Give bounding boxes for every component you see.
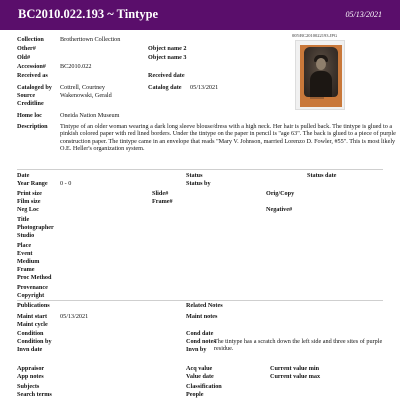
photographer-label: Photographer bbox=[17, 224, 54, 231]
description-value: Tintype of an older woman wearing a dark long sleeve blouse/dress with a high neck. Her hair is pulled back. The tintype is glued to a pinkish colored paper with red lined borders. Under the tintype on the paper in pencil is "age 63". The back is glued to a piece of purple construction paper. The tintype came in an envelope that reads "Mary V. Johnson, married Lorenzo D. Fowler, #55". This is most likely O.E. Heller's organization system. bbox=[60, 123, 396, 153]
catalog-date-label: Catalog date bbox=[148, 84, 182, 91]
tintype-photo bbox=[295, 40, 345, 110]
place-label: Place bbox=[17, 242, 32, 249]
provenance-label: Provenance bbox=[17, 284, 48, 291]
medium-label: Medium bbox=[17, 258, 40, 265]
people-label: People bbox=[186, 391, 204, 398]
cond-notes-value: The tintype has a scratch down the left side and three sites of purple residue. bbox=[214, 338, 383, 353]
maint-start-value: 05/13/2021 bbox=[60, 313, 89, 320]
orig-copy-label: Orig/Copy bbox=[266, 190, 295, 197]
condition-by-label: Condition by bbox=[17, 338, 52, 345]
cond-date-label: Cond date bbox=[186, 330, 214, 337]
invn-date-label: Invn date bbox=[17, 346, 43, 353]
publications-label: Publications bbox=[17, 302, 50, 309]
title-label: Title bbox=[17, 216, 30, 223]
status-by-label: Status by bbox=[186, 180, 211, 187]
record-header bbox=[0, 0, 400, 30]
copyright-label: Copyright bbox=[17, 292, 45, 299]
description-label: Description bbox=[17, 123, 48, 130]
date-label: Date bbox=[17, 172, 30, 179]
event-label: Event bbox=[17, 250, 33, 257]
source-value: Wakenowski, Gerald bbox=[60, 92, 112, 99]
cataloged-by-value: Cottrell, Courtney bbox=[60, 84, 106, 91]
status-date-label: Status date bbox=[307, 172, 337, 179]
slide-number-label: Slide# bbox=[152, 190, 169, 197]
divider bbox=[17, 169, 383, 170]
year-range-label: Year Range bbox=[17, 180, 48, 187]
condition-label: Condition bbox=[17, 330, 44, 337]
divider bbox=[17, 300, 383, 301]
face-shape bbox=[316, 58, 326, 70]
old-number-label: Old# bbox=[17, 54, 31, 61]
creditline-label: Creditline bbox=[17, 100, 44, 107]
frame-label: Frame bbox=[17, 266, 35, 273]
frame-number-label: Frame# bbox=[152, 198, 173, 205]
studio-label: Studio bbox=[17, 232, 35, 239]
classification-label: Classification bbox=[186, 383, 222, 390]
appraisor-label: Appraisor bbox=[17, 365, 45, 372]
film-size-label: Film size bbox=[17, 198, 41, 205]
dress-shape bbox=[310, 71, 332, 97]
accession-label: Accession# bbox=[17, 63, 46, 70]
app-notes-label: App notes bbox=[17, 373, 44, 380]
record-title: BC2010.022.193 ~ Tintype bbox=[18, 7, 159, 21]
received-date-label: Received date bbox=[148, 72, 185, 79]
home-loc-value: Oneida Nation Museum bbox=[60, 112, 120, 119]
related-notes-label: Related Notes bbox=[186, 302, 223, 309]
invn-by-label: Invn by bbox=[186, 346, 207, 353]
collection-value: Brotherttown Collection bbox=[60, 36, 121, 43]
subjects-label: Subjects bbox=[17, 383, 40, 390]
current-value-max-label: Current value max bbox=[270, 373, 321, 380]
maint-cycle-label: Maint cycle bbox=[17, 321, 48, 328]
cond-notes-label: Cond notes bbox=[186, 338, 216, 345]
pencil-note-mark bbox=[310, 97, 324, 99]
status-label: Status bbox=[186, 172, 203, 179]
other-number-label: Other# bbox=[17, 45, 36, 52]
accession-value: BC2010.022 bbox=[60, 63, 92, 70]
search-terms-label: Search terms bbox=[17, 391, 52, 398]
maint-notes-label: Maint notes bbox=[186, 313, 218, 320]
tintype-plate bbox=[304, 47, 338, 97]
object-name-3-label: Object name 3 bbox=[148, 54, 187, 61]
proc-method-label: Proc Method bbox=[17, 274, 52, 281]
acq-value-label: Acq value bbox=[186, 365, 213, 372]
collection-label: Collection bbox=[17, 36, 44, 43]
current-value-min-label: Current value min bbox=[270, 365, 320, 372]
object-name-2-label: Object name 2 bbox=[148, 45, 187, 52]
print-size-label: Print size bbox=[17, 190, 42, 197]
value-date-label: Value date bbox=[186, 373, 214, 380]
source-label: Source bbox=[17, 92, 36, 99]
home-loc-label: Home loc bbox=[17, 112, 42, 119]
report-date: 05/13/2021 bbox=[345, 10, 382, 19]
catalog-date-value: 05/13/2021 bbox=[190, 84, 219, 91]
received-as-label: Received as bbox=[17, 72, 48, 79]
maint-start-label: Maint start bbox=[17, 313, 48, 320]
year-range-value: 0 - 0 bbox=[60, 180, 72, 187]
cataloged-by-label: Cataloged by bbox=[17, 84, 52, 91]
neg-loc-label: Neg Loc bbox=[17, 206, 39, 213]
image-filename: 005\BC2010022193.JPG bbox=[292, 33, 338, 38]
negative-number-label: Negative# bbox=[266, 206, 293, 213]
